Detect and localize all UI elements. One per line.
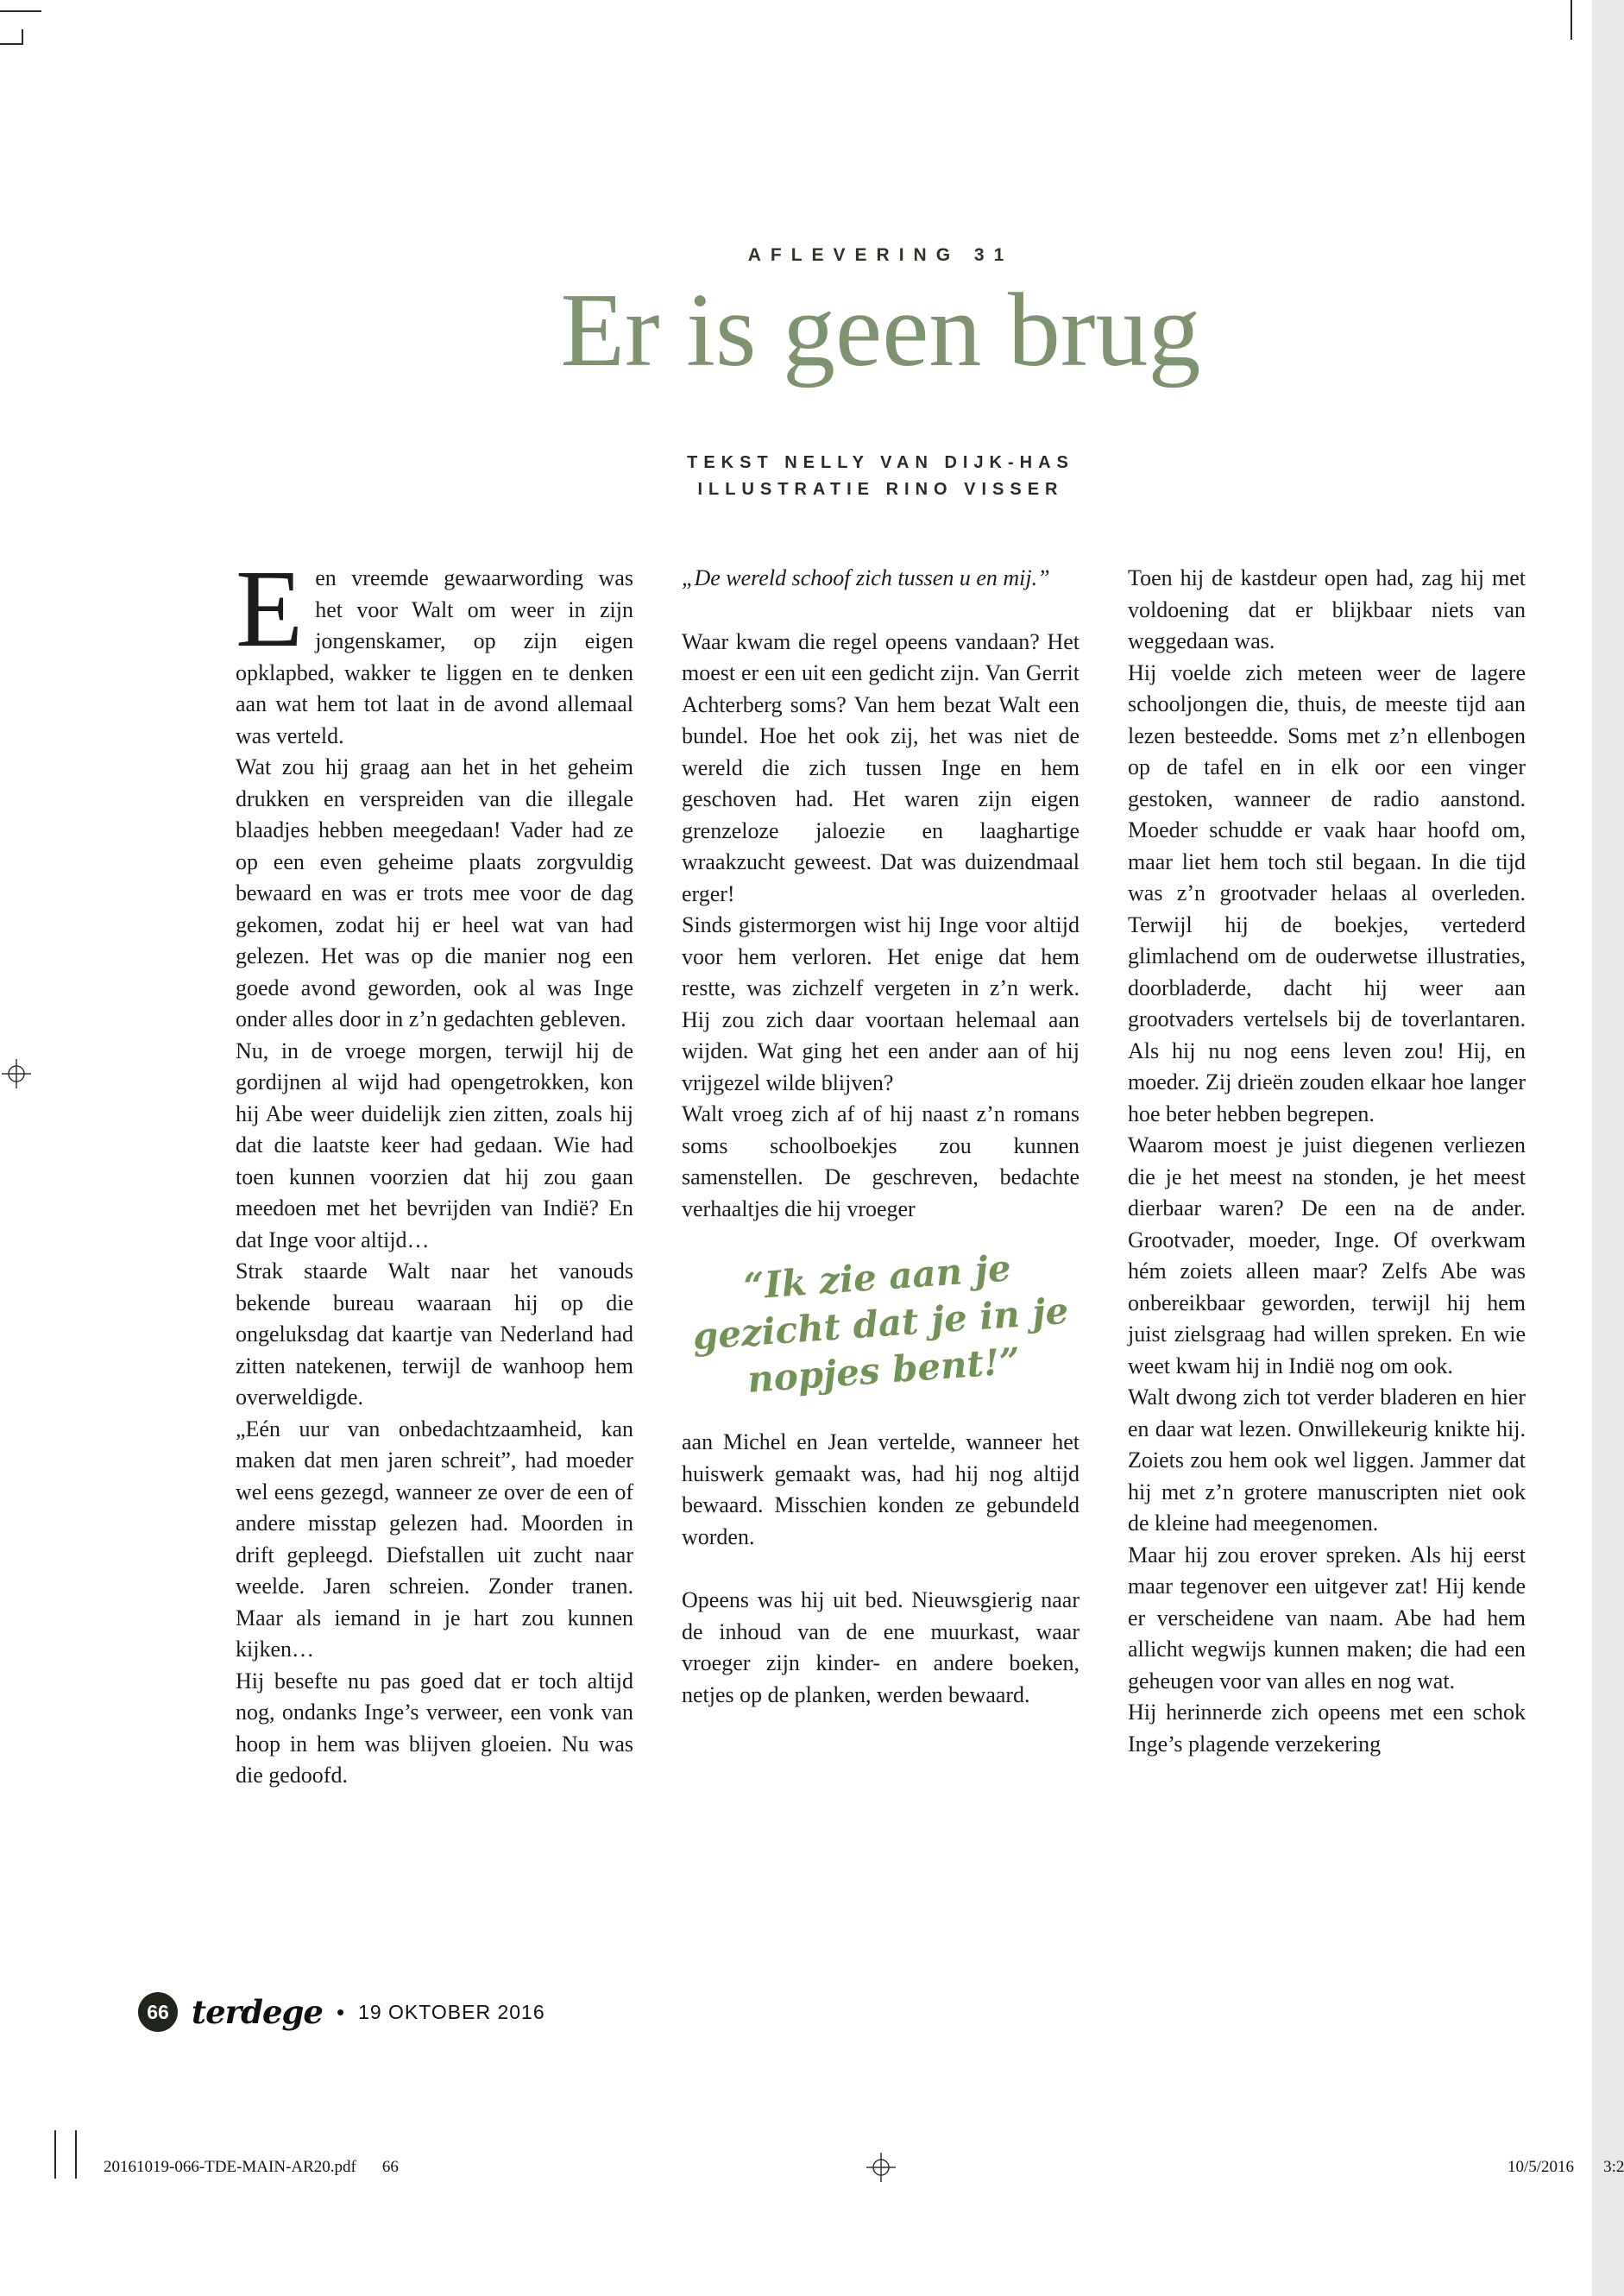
- paragraph: „Eén uur van onbedachtzaamheid, kan maken dat men jaren schreit”, had moeder wel eens gezegd, wanneer ze over de een of andere misstap gelezen had. Moorden in drift gepleegd. Diefstallen uit zucht naar weelde. Jaren schreien. Zonder tranen. Maar als iemand in je hart zou kunnen kijken…: [236, 1416, 633, 1662]
- print-page-number: 66: [381, 2158, 399, 2176]
- article-body: [236, 547, 1526, 1961]
- paragraph: Waar kwam die regel opeens vandaan? Het moest er een uit een gedicht zijn. Van Gerrit Achterberg soms? Van hem bezat Walt een bundel. Hoe het ook zij, het was niet de wereld die zich tussen Inge en hem geschoven had. Het waren zijn eigen grenzeloze jaloezie en laaghartige wraakzucht geweest. Dat was duizendmaal erger!: [682, 628, 1080, 906]
- paragraph: Strak staarde Walt naar het vanouds bekende bureau waaraan hij op die ongeluksdag dat kaartje van Nederland had zitten natekenen, terwijl de wanhoop hem overweldigde.: [236, 1258, 633, 1410]
- episode-label: AFLEVERING 31: [747, 245, 1014, 265]
- footer-separator: •: [336, 1998, 345, 2025]
- byline-author: TEKST NELLY VAN DIJK-HAS: [687, 453, 1074, 472]
- print-time: 3:2: [1603, 2158, 1624, 2176]
- print-filename: 20161019-066-TDE-MAIN-AR20.pdf: [104, 2158, 356, 2176]
- magazine-logo: terdege: [192, 1993, 323, 2031]
- registration-mark-bottom: [866, 2153, 896, 2182]
- print-proof-right: [1508, 2158, 1624, 2177]
- paragraph: Nu, in de vroege morgen, terwijl hij de gordijnen al wijd had opengetrokken, kon hij Abe weer duidelijk zien zitten, zoals hij dat die laatste keer had gedaan. Wie had toen kunnen voorzien dat hij zou gaan meedoen met het bevrijden van Indië? En dat Inge voor altijd…: [236, 1038, 633, 1252]
- column-2: [682, 563, 1080, 1961]
- article-title: Er is geen brug: [560, 272, 1201, 388]
- crop-mark-top-right: [1570, 0, 1572, 40]
- paragraph: Maar hij zou erover spreken. Als hij eerst maar tegenover een uitgever zat! Hij kende er verscheidene van naam. Abe had hem allicht wegwijs kunnen maken; die had een geheugen voor van alles en nog wat.: [1128, 1542, 1526, 1694]
- paragraph: Toen hij de kastdeur open had, zag hij met voldoening dat er blijkbaar niets van weggedaan was.: [1128, 565, 1526, 653]
- paragraph: Opeens was hij uit bed. Nieuwsgierig naar de inhoud van de ene muurkast, waar vroeger zijn kinder- en andere boeken, netjes op de planken, werden bewaard.: [682, 1587, 1080, 1707]
- crop-mark-bottom-left-1: [54, 2130, 56, 2179]
- pull-quote-line: “Ik zie aan je: [742, 1246, 1013, 1308]
- byline: [236, 450, 1526, 503]
- column-1: [236, 547, 633, 1961]
- issue-date: 19 OKTOBER 2016: [358, 2000, 545, 2023]
- pull-quote: [683, 1241, 1079, 1408]
- pull-quote-line: nopjes bent!”: [746, 1339, 1022, 1401]
- paragraph-text: en vreemde gewaarwording was het voor Walt om weer in zijn jongenskamer, op zijn eigen opklapbed, wakker te liggen en te denken aan wat hem tot laat in de avond allemaal was verteld.: [236, 565, 633, 748]
- column-3: [1128, 563, 1526, 1961]
- page-number-badge: 66: [138, 1992, 178, 2032]
- paragraph: [236, 547, 633, 752]
- crop-mark-bottom-left-2: [75, 2130, 77, 2179]
- print-date: 10/5/2016: [1508, 2158, 1575, 2176]
- crop-mark-top-left-3: [22, 29, 23, 45]
- paragraph: aan Michel en Jean vertelde, wanneer het huiswerk gemaakt was, had hij nog altijd bewaard. Misschien konden ze gebundeld worden.: [682, 1429, 1080, 1549]
- paragraph: Wat zou hij graag aan het in het geheim drukken en verspreiden van die illegale blaadjes hebben meegedaan! Vader had ze op een even geheime plaats zorgvuldig bewaard en was er trots mee voor de dag gekomen, zodat hij er heel wat van had gelezen. Het was op die manier nog een goede avond geworden, ook al was Inge onder alles door in z’n gedachten gebleven.: [236, 754, 633, 1031]
- paragraph: Waarom moest je juist diegenen verliezen die je het meest na stonden, je het meest dierbaar waren? De een na de ander. Grootvader, moeder, Inge. Of overkwam hém zoiets alleen maar? Zelfs Abe was onbereikbaar geworden, terwijl hij hem juist zielsgraag had willen spreken. En wie weet kwam hij in Indië nog om ook.: [1128, 1132, 1526, 1378]
- paragraph: Walt dwong zich tot verder bladeren en hier en daar wat lezen. Onwillekeurig knikte hij. Zoiets zou hem ook wel liggen. Jammer dat hij met z’n grotere manuscripten niet ook de kleine had meegenomen.: [1128, 1385, 1526, 1536]
- print-proof-left: [104, 2158, 399, 2177]
- pull-quote-line: gezicht dat je in je: [691, 1289, 1070, 1359]
- crop-mark-top-left-2: [0, 43, 23, 45]
- paragraph: Hij voelde zich meteen weer de lagere schooljongen die, thuis, de meeste tijd aan lezen besteedde. Soms met z’n ellenbogen op de tafel en in elk oor een vinger gestoken, wanneer de radio aanstond. Moeder schudde er vaak haar hoofd om, maar liet hem toch stil begaan. In die tijd was z’n grootvader helaas al overleden. Terwijl hij de boekjes, vertederd glimlachend om de ouderwetse illustraties, doorbladerde, dacht hij weer aan grootvaders vertelsels bij de toverlantaren. Als hij nu nog eens leven zou! Hij, en moeder. Zij drieën zouden elkaar hoe langer hoe beter hebben begrepen.: [1128, 659, 1526, 1126]
- drop-cap: E: [236, 547, 304, 670]
- page-footer: [138, 1992, 545, 2032]
- byline-illustrator: ILLUSTRATIE RINO VISSER: [697, 480, 1064, 499]
- crop-mark-top-left-1: [0, 10, 41, 12]
- paragraph: Hij besefte nu pas goed dat er toch altijd nog, ondanks Inge’s verweer, een vonk van hoop in hem was blijven gloeien. Nu was die gedoofd.: [236, 1668, 633, 1788]
- paragraph: Sinds gistermorgen wist hij Inge voor altijd voor hem verloren. Het enige dat hem restte, was zichzelf vergeten in z’n werk. Hij zou zich daar voortaan helemaal aan wijden. Wat ging het een ander aan of hij vrijgezel wilde blijven?: [682, 912, 1080, 1095]
- lead-quote: „De wereld schoof zich tussen u en mij.”: [682, 565, 1050, 590]
- registration-mark-left: [2, 1059, 31, 1088]
- paragraph: Walt vroeg zich af of hij naast z’n romans soms schoolboekjes zou kunnen samenstellen. De geschreven, bedachte verhaaltjes die hij vroeger: [682, 1101, 1080, 1221]
- paragraph: Hij herinnerde zich opeens met een schok Inge’s plagende verzekering: [1128, 1700, 1526, 1757]
